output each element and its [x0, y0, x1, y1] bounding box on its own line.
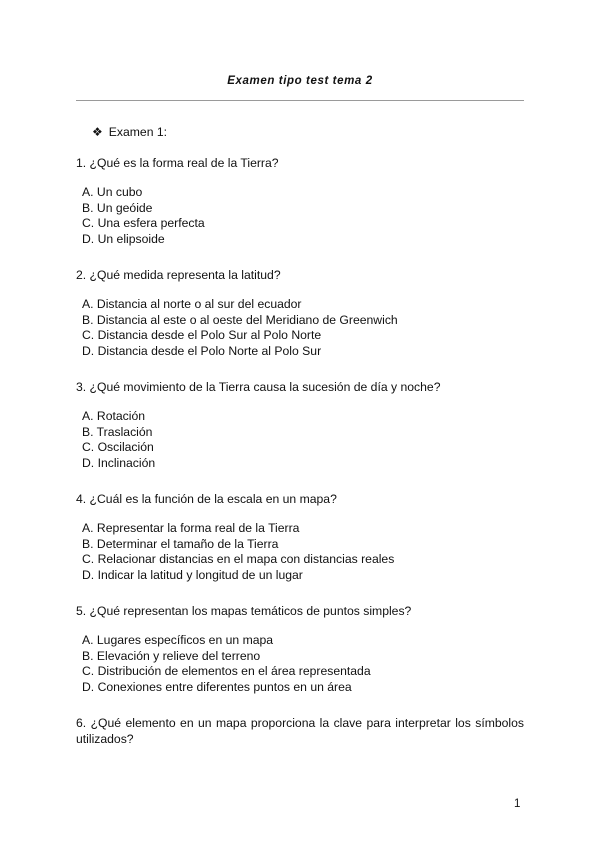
question-5 — [76, 603, 524, 696]
option-b: B. Determinar el tamaño de la Tierra — [82, 536, 279, 551]
option-a: A. Distancia al norte o al sur del ecuador — [82, 297, 302, 311]
option-d: D. Distancia desde el Polo Norte al Polo Sur — [82, 344, 322, 359]
option-a: A. Lugares específicos en un mapa — [82, 633, 274, 647]
question-text: 2. ¿Qué medida representa la latitud? — [76, 268, 281, 282]
page-number: 1 — [514, 798, 521, 810]
option-c: C. Relacionar distancias en el mapa con distancias reales — [82, 552, 395, 567]
option-a: A. Representar la forma real de la Tierra — [82, 521, 300, 535]
option-list — [76, 521, 524, 584]
option-c: C. Oscilación — [82, 440, 154, 455]
option-list — [76, 633, 524, 696]
option-d: D. Un elipsoide — [82, 232, 165, 247]
question-1 — [76, 155, 524, 248]
question-text: 3. ¿Qué movimiento de la Tierra causa la sucesión de día y noche? — [76, 380, 441, 394]
option-c: C. Distancia desde el Polo Sur al Polo Norte — [82, 328, 322, 343]
diamond-bullet-icon: ❖ — [92, 125, 103, 139]
question-text: 1. ¿Qué es la forma real de la Tierra? — [76, 156, 279, 170]
option-c: C. Distribución de elementos en el área representada — [82, 664, 371, 679]
option-d: D. Inclinación — [82, 456, 156, 471]
option-a: A. Rotación — [82, 409, 146, 423]
question-text: 5. ¿Qué representan los mapas temáticos de puntos simples? — [76, 604, 412, 618]
option-b: B. Traslación — [82, 424, 153, 439]
option-b: B. Elevación y relieve del terreno — [82, 648, 261, 663]
section-heading — [92, 124, 167, 140]
option-b: B. Distancia al este o al oeste del Meridiano de Greenwich — [82, 312, 398, 327]
question-6 — [76, 715, 524, 747]
option-c: C. Una esfera perfecta — [82, 216, 205, 231]
section-label: Examen 1: — [108, 125, 168, 139]
option-list — [76, 409, 524, 472]
question-text: 4. ¿Cuál es la función de la escala en un mapa? — [76, 492, 337, 506]
option-list — [76, 297, 524, 360]
question-2 — [76, 267, 524, 360]
option-b: B. Un geóide — [82, 200, 153, 215]
question-text: 6. ¿Qué elemento en un mapa proporciona la clave para interpretar los símbolos utilizados? — [76, 716, 524, 746]
option-a: A. Un cubo — [82, 185, 143, 199]
question-4 — [76, 491, 524, 584]
page-title: Examen tipo test tema 2 — [227, 75, 373, 87]
option-d: D. Conexiones entre diferentes puntos en un área — [82, 680, 352, 695]
title-divider — [76, 100, 524, 101]
option-list — [76, 185, 524, 248]
option-d: D. Indicar la latitud y longitud de un lugar — [82, 568, 303, 583]
question-3 — [76, 379, 524, 472]
